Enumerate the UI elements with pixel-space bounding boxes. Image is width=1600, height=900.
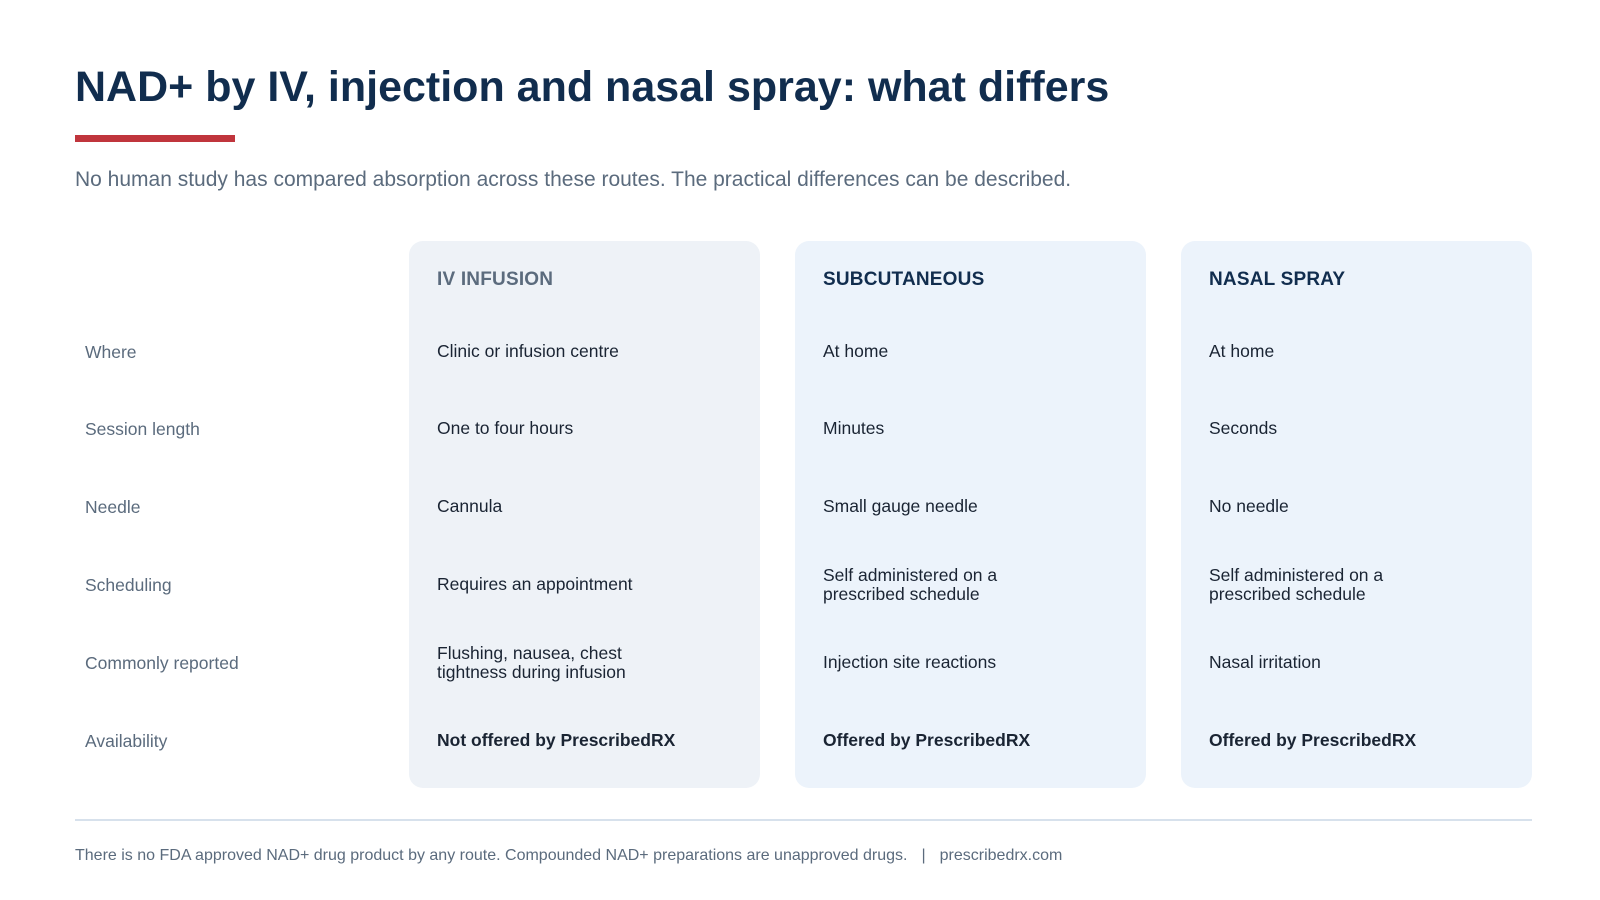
cell-where: At home [823,341,889,362]
row-label-needle: Needle [85,496,141,517]
footer-disclaimer: There is no FDA approved NAD+ drug product by any route. Compounded NAD+ preparations are unapproved drugs. [75,847,908,864]
cell-where: At home [1209,341,1275,362]
cell-availability: Offered by PrescribedRX [1209,730,1417,751]
column-heading: IV INFUSION [437,269,554,290]
cell-where: Clinic or infusion centre [437,341,619,362]
row-label-where: Where [85,341,137,362]
column-iv-infusion [409,241,760,788]
cell-scheduling: Self administered on a prescribed schedule [823,564,998,604]
cell-commonly-reported: Nasal irritation [1209,652,1321,673]
cell-needle: No needle [1209,496,1289,517]
cell-session-length: Seconds [1209,418,1278,439]
footer-site-link[interactable]: prescribedrx.com [939,847,1063,864]
column-subcutaneous [795,241,1146,788]
column-nasal-spray [1181,241,1532,788]
cell-session-length: Minutes [823,418,885,439]
row-label-session-length: Session length [85,418,200,439]
cell-scheduling: Self administered on a prescribed schedule [1209,564,1384,604]
row-label-scheduling: Scheduling [85,574,172,595]
row-label-commonly-reported: Commonly reported [85,652,239,673]
footer [75,847,1062,865]
cell-needle: Small gauge needle [823,496,978,517]
footer-divider [75,819,1532,821]
cell-session-length: One to four hours [437,418,574,439]
cell-scheduling: Requires an appointment [437,574,633,595]
column-heading: NASAL SPRAY [1209,269,1346,290]
footer-separator: | [921,847,926,864]
cell-availability: Offered by PrescribedRX [823,730,1031,751]
page-subtitle: No human study has compared absorption across these routes. The practical differences can be described. [75,168,1072,191]
cell-commonly-reported: Injection site reactions [823,652,997,673]
title-accent-bar [75,135,235,142]
page-title: NAD+ by IV, injection and nasal spray: what differs [75,63,1110,111]
cell-needle: Cannula [437,496,503,517]
cell-commonly-reported: Flushing, nausea, chest tightness during infusion [437,642,626,682]
cell-availability: Not offered by PrescribedRX [437,730,676,751]
row-label-availability: Availability [85,730,168,751]
column-heading: SUBCUTANEOUS [823,269,985,290]
